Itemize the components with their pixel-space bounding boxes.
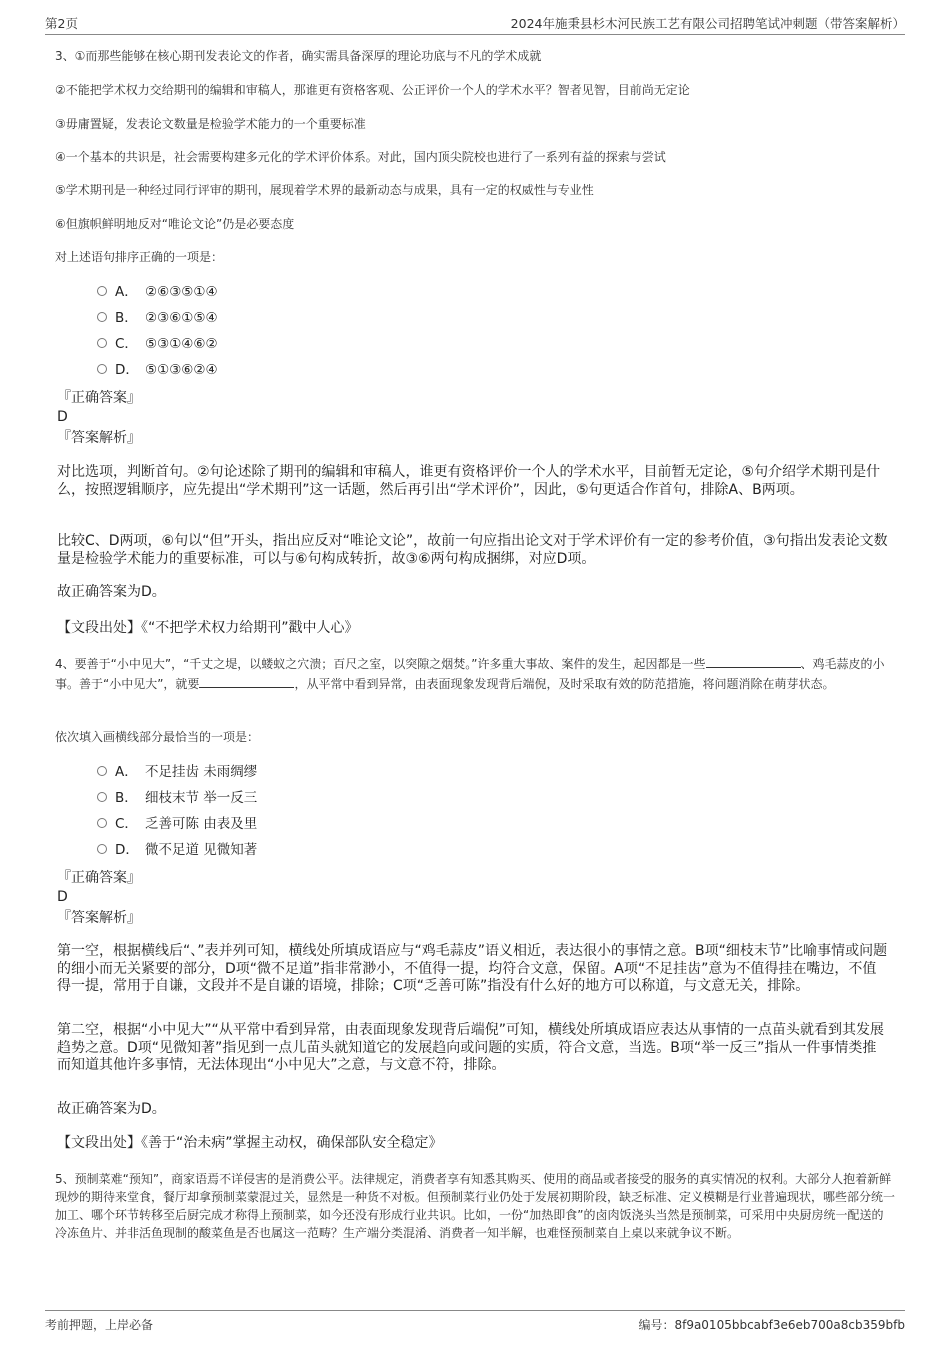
q3-line-5: ⑤学术期刊是一种经过同行评审的期刊，展现着学术界的最新动态与成果，具有一定的权威性与专业性 — [55, 183, 594, 197]
q4-answer: D — [57, 889, 68, 905]
radio-icon[interactable] — [97, 338, 107, 348]
q4-option-b[interactable]: B． 细枝末节 举一反三 — [97, 785, 257, 811]
q4-text: 4、要善于“小中见大”，“千丈之堤，以蝼蚁之穴溃；百尺之室，以突隙之烟焚。”许多重大事故、案件的发生，起因都是一些 、鸡毛蒜皮的小事。善于“小中见大”，就要 ，从平常中看到异常，由表面现象发现背后端倪，及时采取有效的防范措施，将问题消除在萌芽状态。 — [55, 657, 885, 691]
q3-source: 【文段出处】《“不把学术权力给期刊”戳中人心》 — [57, 620, 359, 636]
radio-icon[interactable] — [97, 844, 107, 854]
radio-icon[interactable] — [97, 312, 107, 322]
q4-source: 【文段出处】《善于“治未病”掌握主动权，确保部队安全稳定》 — [57, 1135, 443, 1151]
q3-option-a[interactable]: A． ②⑥③⑤①④ — [97, 279, 218, 305]
page-footer — [45, 1310, 905, 1333]
footer-slogan: 考前押题，上岸必备 — [45, 1318, 154, 1332]
q3-answer: D — [57, 409, 68, 425]
q4-option-d[interactable]: D． 微不足道 见微知著 — [97, 837, 257, 863]
q3-line-6: ⑥但旗帜鲜明地反对“唯论文论”仍是必要态度 — [55, 217, 295, 231]
q4-analysis-label: 『答案解析』 — [57, 910, 141, 926]
blank-1[interactable] — [706, 655, 801, 668]
q4-analysis-para-2: 第二空，根据“小中见大”“从平常中看到异常，由表面现象发现背后端倪”可知，横线处所填成语应表达从事情的一点苗头就看到其发展趋势之意。D项“见微知著”指见到一点儿苗头就知道它的发展趋向或问题的实质，符合文意，当选。B项“举一反三”指从一件事情类推而知道其他许多事情，无法体现出“小中见大”之意，与文意不符，排除。 — [57, 1022, 885, 1073]
q3-line-1: 3、①而那些能够在核心期刊发表论文的作者，确实需具备深厚的理论功底与不凡的学术成就 — [55, 49, 542, 63]
q3-option-c[interactable]: C． ⑤③①④⑥② — [97, 331, 218, 357]
document-title: 2024年施秉县杉木河民族工艺有限公司招聘笔试冲刺题（带答案解析） — [510, 16, 905, 31]
q3-option-d[interactable]: D． ⑤①③⑥②④ — [97, 357, 218, 383]
blank-2[interactable] — [199, 675, 294, 688]
q5-text: 5、预制菜难“预知”，商家语焉不详侵害的是消费公平。法律规定，消费者享有知悉其购买、使用的商品或者接受的服务的真实情况的权利。大部分人抱着新鲜现炒的期待来堂食，餐厅却拿预制菜蒙混过关，显然是一种货不对板。但预制菜行业仍处于发展初期阶段，缺乏标准、定义模糊是行业普遍现状，哪些部分统一加工、哪个环节转移至后厨完成才称得上预制菜，如今还没有形成行业共识。比如，一份“加热即食”的卤肉饭浇头当然是预制菜，可采用中央厨房统一配送的冷冻鱼片、并非活鱼现制的酸菜鱼是否也属这一范畴？生产端分类混淆、消费者一知半解，也难怪预制菜自上桌以来就争议不断。 — [55, 1172, 896, 1240]
q4-analysis-conclusion: 故正确答案为D。 — [57, 1101, 166, 1117]
q4-option-a[interactable]: A． 不足挂齿 未雨绸缪 — [97, 759, 257, 785]
q4-answer-label: 『正确答案』 — [57, 870, 141, 886]
radio-icon[interactable] — [97, 792, 107, 802]
q3-analysis-para-2: 比较C、D两项，⑥句以“但”开头，指出应反对“唯论文论”，故前一句应指出论文对于学术评价有一定的参考价值，③句指出发表论文数量是检验学术能力的重要标准，可以与⑥句构成转折，故③⑥两句构成捆绑，对应D项。 — [57, 533, 888, 567]
q3-line-4: ④一个基本的共识是，社会需要构建多元化的学术评价体系。对此，国内顶尖院校也进行了一系列有益的探索与尝试 — [55, 150, 666, 164]
page-number: 第2页 — [45, 16, 78, 31]
q3-answer-label: 『正确答案』 — [57, 390, 141, 406]
q3-line-2: ②不能把学术权力交给期刊的编辑和审稿人，那谁更有资格客观、公正评价一个人的学术水平？智者见智，目前尚无定论 — [55, 83, 690, 97]
q3-prompt: 对上述语句排序正确的一项是： — [55, 250, 224, 264]
q3-option-b[interactable]: B． ②③⑥①⑤④ — [97, 305, 218, 331]
radio-icon[interactable] — [97, 818, 107, 828]
q4-analysis-para-1: 第一空，根据横线后“、”表并列可知，横线处所填成语应与“鸡毛蒜皮”语义相近，表达很小的事情之意。B项“细枝末节”比喻事情或问题的细小而无关紧要的部分，D项“微不足道”指非常渺小，不值得一提，均符合文意，保留。A项“不足挂齿”意为不值得挂在嘴边，不值得一提，常用于自谦，文段并不是自谦的语境，排除；C项“乏善可陈”指没有什么好的地方可以称道，与文意无关，排除。 — [57, 943, 888, 994]
q4-prompt: 依次填入画横线部分最恰当的一项是： — [55, 730, 260, 744]
radio-icon[interactable] — [97, 766, 107, 776]
q3-analysis-label: 『答案解析』 — [57, 430, 141, 446]
q3-line-3: ③毋庸置疑，发表论文数量是检验学术能力的一个重要标准 — [55, 117, 366, 131]
page-header — [45, 14, 905, 35]
radio-icon[interactable] — [97, 286, 107, 296]
footer-code: 编号：8f9a0105bbcabf3e6eb700a8cb359bfb — [638, 1318, 905, 1332]
q4-options — [97, 759, 257, 863]
q4-option-c[interactable]: C． 乏善可陈 由表及里 — [97, 811, 257, 837]
q3-analysis-conclusion: 故正确答案为D。 — [57, 584, 166, 600]
q3-options — [97, 279, 218, 383]
radio-icon[interactable] — [97, 364, 107, 374]
q3-analysis-para-1: 对比选项，判断首句。②句论述除了期刊的编辑和审稿人，谁更有资格评价一个人的学术水平，目前暂无定论，⑤句介绍学术期刊是什么，按照逻辑顺序，应先提出“学术期刊”这一话题，然后再引出“学术评价”，因此，⑤句更适合作首句，排除A、B两项。 — [57, 464, 881, 498]
